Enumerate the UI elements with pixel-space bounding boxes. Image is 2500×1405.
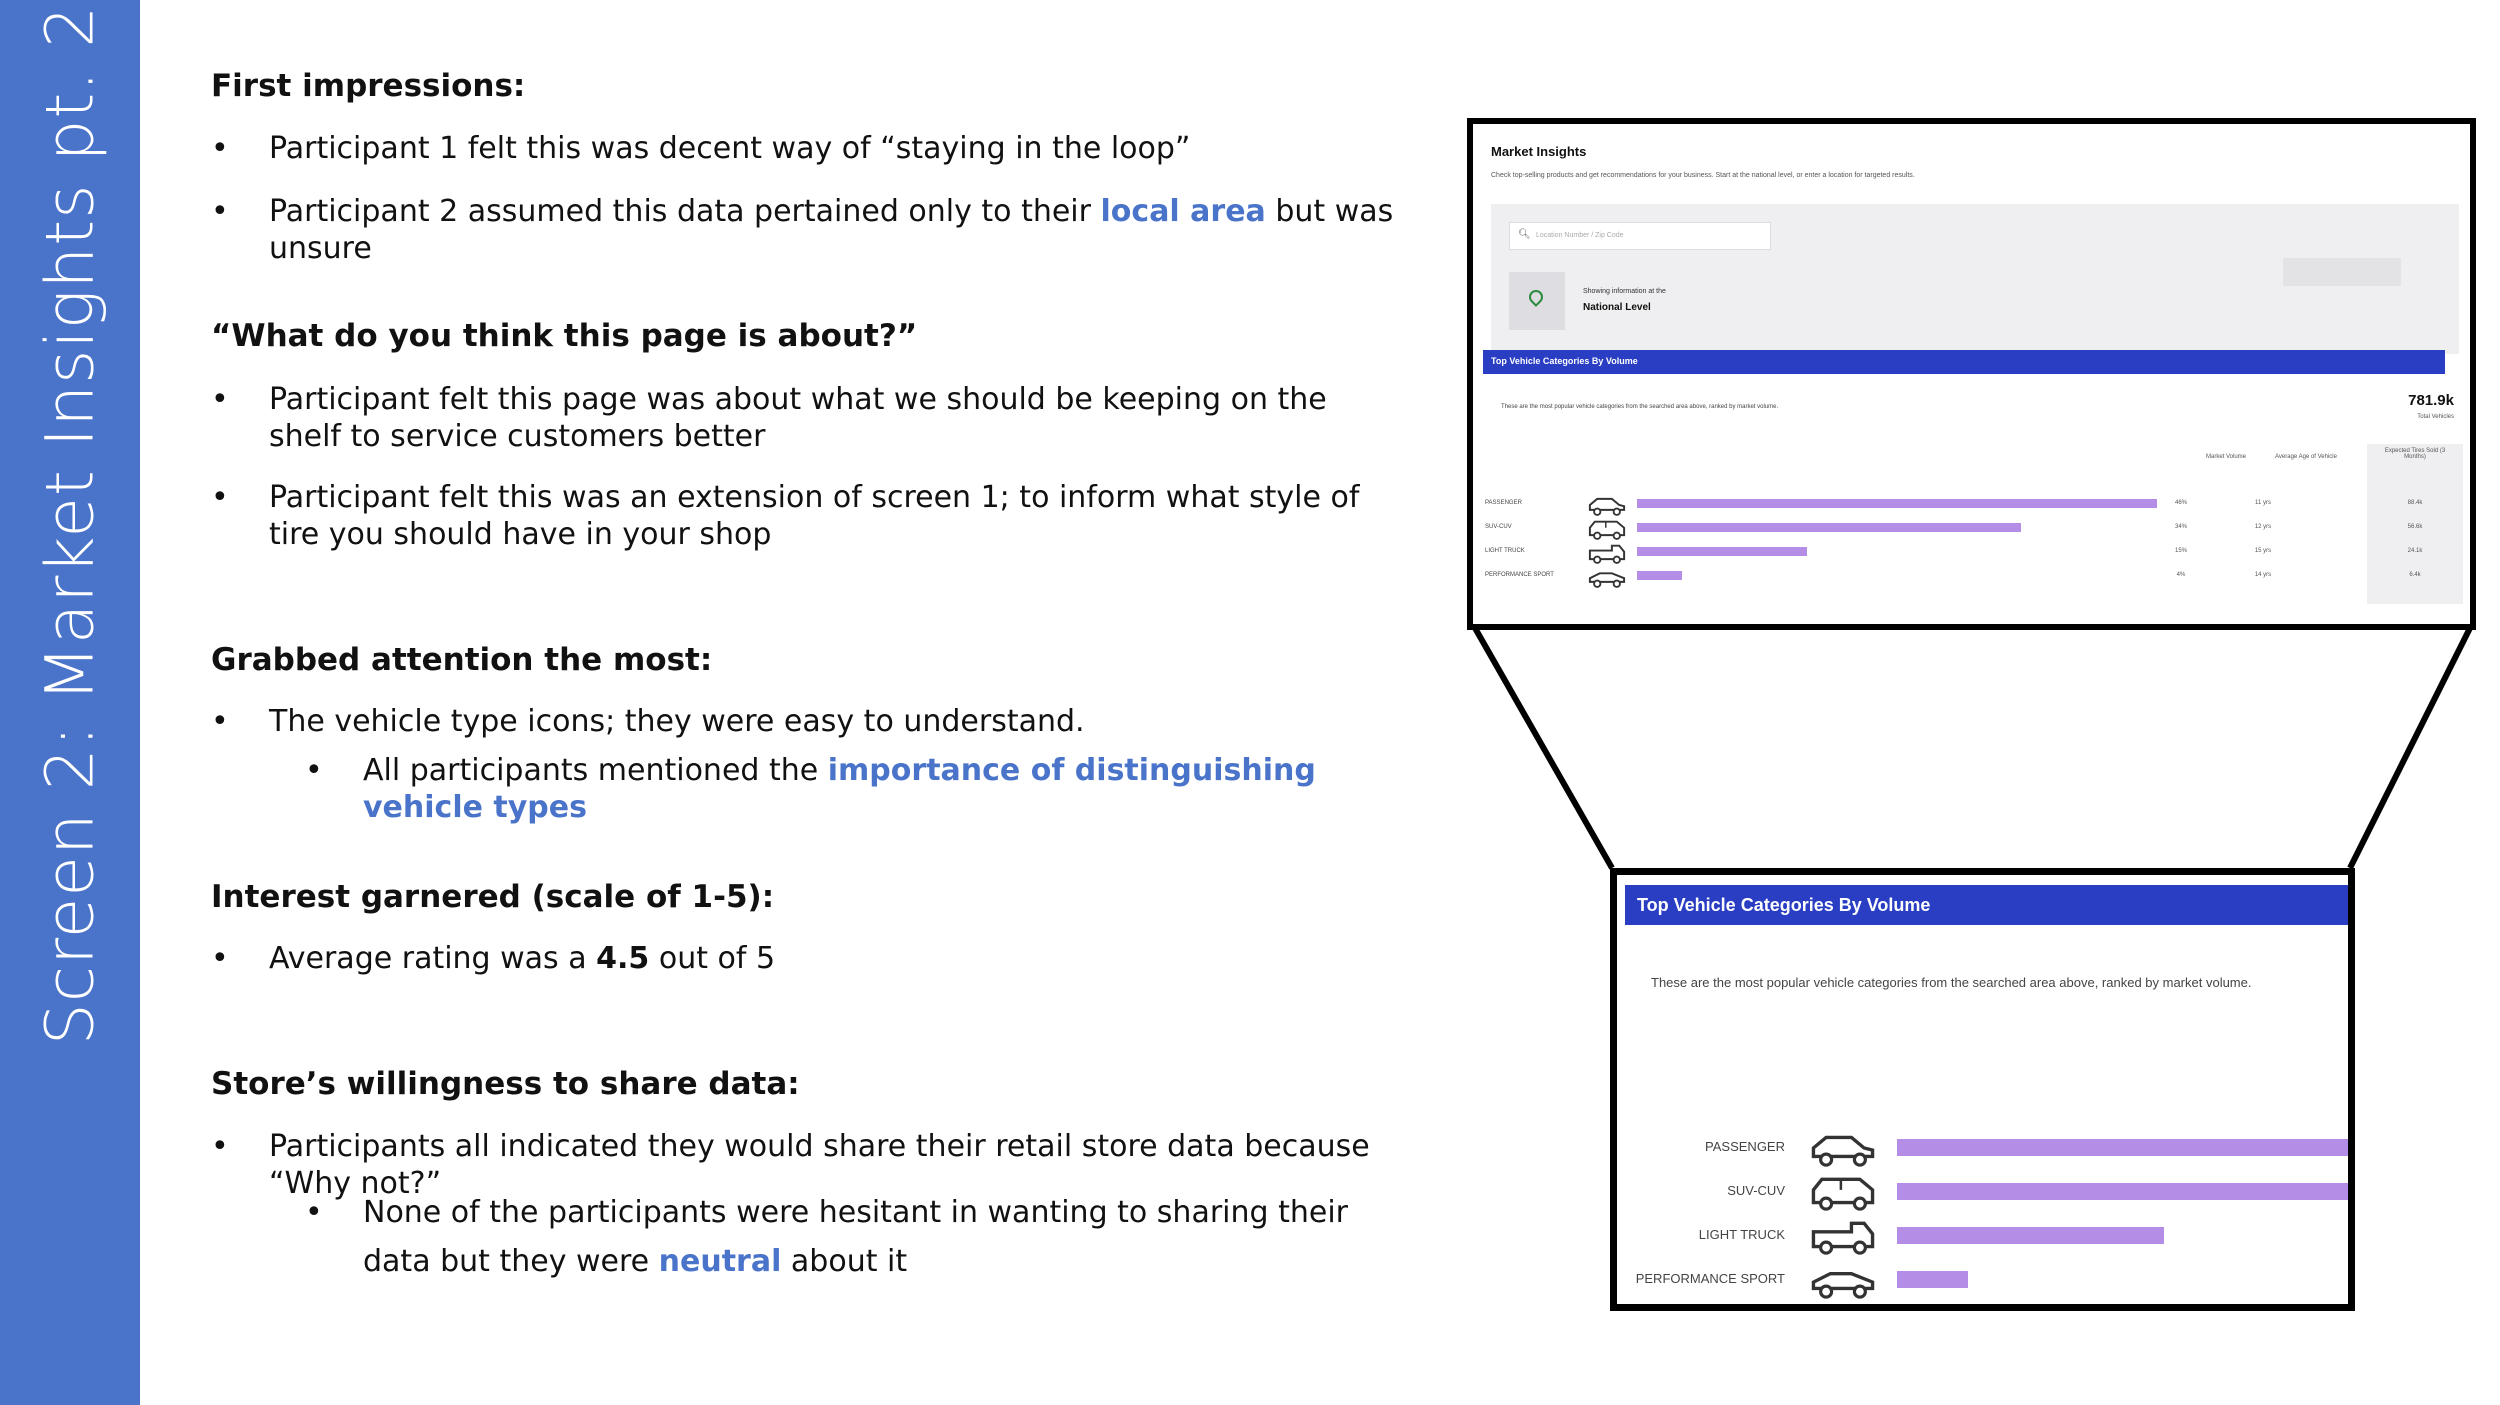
screenshot-cell-tires: 24.1k — [2407, 548, 2423, 554]
attention-sub-bullet: • All participants mentioned the importance of distinguishing vehicle types — [305, 753, 1316, 825]
screenshot-row-label: SUV-CUV — [1485, 524, 1512, 530]
screenshot-cell-tires: 6.4k — [2409, 572, 2421, 578]
first-impressions-heading: First impressions: — [211, 68, 526, 104]
screenshot-cell-age: 14 yrs — [2254, 572, 2272, 578]
share-bullet-1: • Participants all indicated they would share their retail store data because “Why not?” — [211, 1129, 1370, 1201]
passenger-car-icon — [1807, 1129, 1879, 1172]
location-search-input[interactable] — [1509, 222, 1771, 250]
col-expected-tires: Expected Tires Sold (3 Months) — [2384, 448, 2446, 460]
zoom-line-right — [2350, 628, 2470, 868]
about-bullet-1: • Participant felt this page was about what we should be keeping on the shelf to service customers better — [211, 382, 1327, 454]
screenshot-row-bar — [1637, 499, 2157, 508]
map-thumbnail — [1509, 272, 1565, 330]
sport-car-icon — [1807, 1261, 1879, 1304]
panel-button[interactable] — [2283, 258, 2401, 286]
total-vehicles-value: 781.9k — [2408, 392, 2454, 409]
screenshot-section-bar: Top Vehicle Categories By Volume — [1483, 350, 2445, 374]
zoomed-chart — [1610, 868, 2355, 1311]
screenshot-cell-market: 4% — [2176, 572, 2186, 578]
zoom-row-label: PERFORMANCE SPORT — [1635, 1271, 1785, 1286]
screenshot-row-bar — [1637, 547, 1807, 556]
zoom-row-bar — [1897, 1271, 1968, 1288]
screenshot-title: Market Insights — [1491, 144, 1587, 159]
slide-title: Screen 2: Market Insights pt. 2 — [31, 4, 109, 1046]
share-heading: Store’s willingness to share data: — [211, 1066, 800, 1102]
zoom-row-bar — [1897, 1139, 2355, 1156]
screenshot-row-label: PERFORMANCE SPORT — [1485, 572, 1554, 578]
location-panel — [1491, 204, 2459, 354]
about-heading: “What do you think this page is about?” — [211, 318, 918, 354]
screenshot-cell-age: 12 yrs — [2254, 524, 2272, 530]
zoom-row-label: PASSENGER — [1705, 1139, 1785, 1154]
zoom-line-left — [1475, 628, 1612, 868]
screenshot-row-bar — [1637, 523, 2021, 532]
light-truck-icon — [1587, 542, 1627, 569]
screenshot-cell-market: 34% — [2174, 524, 2187, 530]
first-impressions-bullet-1: • Participant 1 felt this was decent way of “staying in the loop” — [211, 131, 1191, 166]
col-average-age: Average Age of Vehicle — [2275, 454, 2337, 460]
share-sub-bullet: • None of the participants were hesitant in wanting to sharing their data but they were neutral about it — [305, 1195, 1348, 1279]
total-vehicles-label: Total Vehicles — [2417, 414, 2454, 420]
screenshot-row-label: LIGHT TRUCK — [1485, 548, 1525, 554]
interest-bullet: • Average rating was a 4.5 out of 5 — [211, 941, 776, 976]
screenshot-cell-tires: 88.4k — [2407, 500, 2423, 506]
light-truck-icon — [1807, 1217, 1879, 1260]
map-pin-icon — [1526, 287, 1546, 307]
screenshot-cell-market: 15% — [2174, 548, 2187, 554]
attention-heading: Grabbed attention the most: — [211, 642, 713, 678]
rating-value: 4.5 — [596, 941, 650, 976]
first-impressions-bullet-2: • Participant 2 assumed this data pertained only to their local area but was unsure — [211, 194, 1394, 266]
search-placeholder: Location Number / Zip Code — [1536, 232, 1624, 239]
sport-car-icon — [1587, 566, 1627, 593]
zoom-row-bar — [1897, 1227, 2164, 1244]
screenshot-subtitle: Check top-selling products and get recommendations for your business. Start at the national level, or enter a location for targeted results. — [1491, 172, 1915, 179]
highlight-local-area: local area — [1100, 194, 1266, 229]
zoom-section-bar: Top Vehicle Categories By Volume — [1625, 885, 2350, 925]
zoom-row-label: LIGHT TRUCK — [1698, 1227, 1785, 1242]
highlight-vehicle-types: importance of distinguishing vehicle types — [363, 753, 1316, 825]
search-icon: 🔍︎ — [1518, 229, 1531, 240]
zoom-row-label: SUV-CUV — [1727, 1183, 1785, 1198]
screenshot-cell-market: 46% — [2174, 500, 2187, 506]
level-value: National Level — [1583, 302, 1651, 313]
screenshot-cell-tires: 56.6k — [2407, 524, 2423, 530]
level-label: Showing information at the — [1583, 288, 1666, 295]
screenshot-cell-age: 15 yrs — [2254, 548, 2272, 554]
zoom-description: These are the most popular vehicle categories from the searched area above, ranked by market volume. — [1651, 975, 2252, 990]
market-insights-screenshot — [1467, 118, 2476, 630]
zoom-row-bar — [1897, 1183, 2355, 1200]
suv-icon — [1587, 518, 1627, 545]
screenshot-cell-age: 11 yrs — [2255, 500, 2271, 506]
screenshot-description: These are the most popular vehicle categories from the searched area above, ranked by market volume. — [1501, 404, 1779, 410]
about-bullet-2: • Participant felt this was an extension of screen 1; to inform what style of tire you should have in your shop — [211, 480, 1360, 552]
screenshot-row-bar — [1637, 571, 1682, 580]
col-market-volume: Market Volume — [2205, 454, 2247, 460]
passenger-car-icon — [1587, 494, 1627, 521]
suv-icon — [1807, 1173, 1879, 1216]
screenshot-row-label: PASSENGER — [1485, 500, 1522, 506]
attention-bullet-1: • The vehicle type icons; they were easy to understand. — [211, 704, 1085, 739]
sidebar — [0, 0, 140, 1405]
interest-heading: Interest garnered (scale of 1-5): — [211, 879, 775, 915]
highlight-neutral: neutral — [658, 1244, 782, 1279]
